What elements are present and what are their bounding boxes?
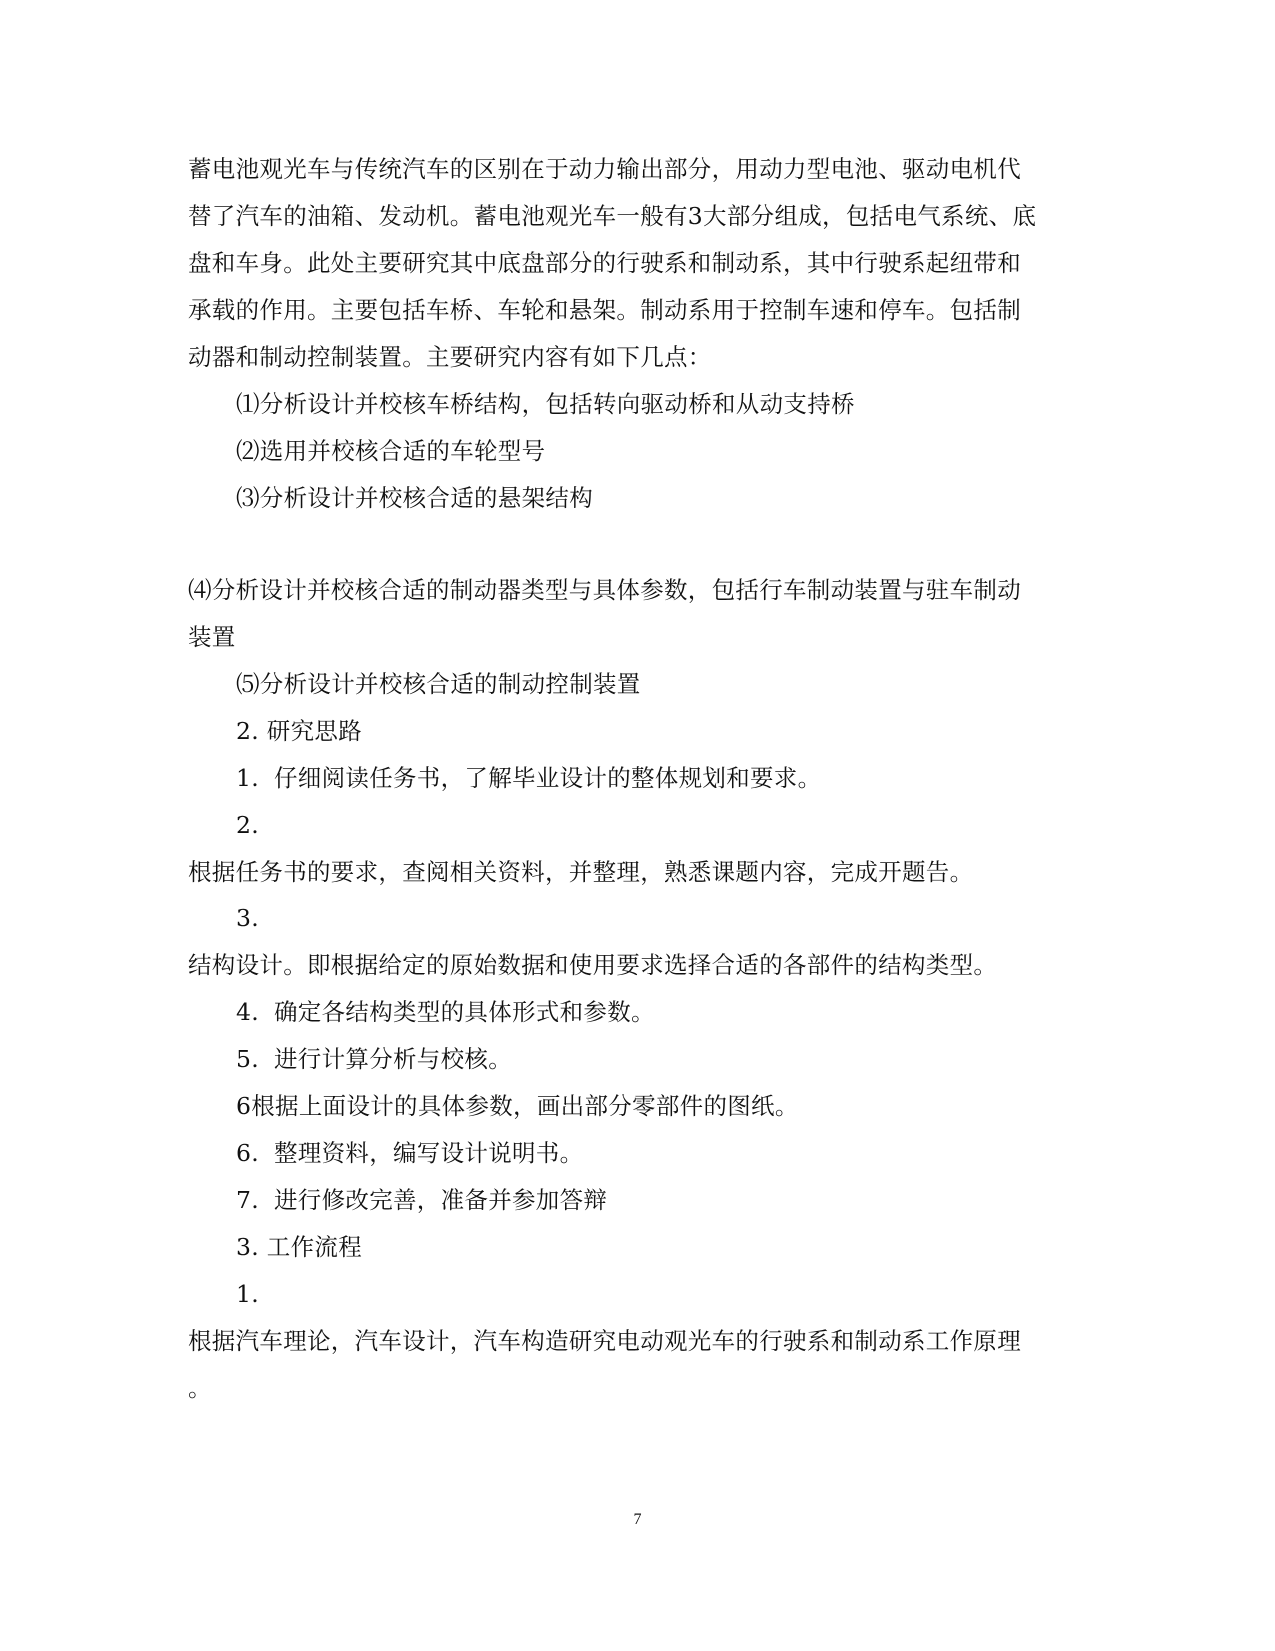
step-7 (236, 1185, 607, 1215)
step-6-number: 6. (236, 1139, 260, 1167)
research-item-5: ⑸分析设计并校核合适的制动控制装置 (236, 670, 641, 698)
flow-1-text: 根据汽车理论，汽车设计，汽车构造研究电动观光车的行驶系和制动系工作原理 (188, 1327, 1021, 1355)
intro-line-4: 承载的作用。主要包括车桥、车轮和悬架。制动系用于控制车速和停车。包括制 (188, 296, 1021, 324)
research-item-2: ⑵选用并校核合适的车轮型号 (236, 437, 546, 465)
research-item-4-line-1: ⑷分析设计并校核合适的制动器类型与具体参数，包括行车制动装置与驻车制动 (188, 576, 1021, 604)
step-7-text: 进行修改完善，准备并参加答辩 (274, 1186, 608, 1214)
research-item-3: ⑶分析设计并校核合适的悬架结构 (236, 484, 593, 512)
research-item-1: ⑴分析设计并校核车桥结构，包括转向驱动桥和从动支持桥 (236, 390, 855, 418)
step-2-number: 2. (236, 811, 260, 839)
step-3-number: 3. (236, 904, 260, 932)
intro-line-2: 替了汽车的油箱、发动机。蓄电池观光车一般有3大部分组成，包括电气系统、底 (188, 202, 1037, 230)
section-2-heading: 2. 研究思路 (236, 717, 362, 745)
step-7-number: 7. (236, 1186, 260, 1214)
step-1-number: 1. (236, 764, 260, 792)
step-5-number: 5. (236, 1045, 260, 1073)
step-1 (236, 763, 821, 793)
step-1-text: 仔细阅读任务书，了解毕业设计的整体规划和要求。 (274, 764, 822, 792)
flow-1-number: 1. (236, 1280, 260, 1308)
step-6 (236, 1138, 583, 1168)
step-4-number: 4. (236, 998, 260, 1026)
intro-line-5: 动器和制动控制装置。主要研究内容有如下几点： (188, 343, 712, 371)
step-3-text: 结构设计。即根据给定的原始数据和使用要求选择合适的各部件的结构类型。 (188, 951, 998, 979)
step-6-text: 整理资料，编写设计说明书。 (274, 1139, 584, 1167)
flow-1-tail: 。 (188, 1374, 212, 1402)
step-5-text: 进行计算分析与校核。 (274, 1045, 512, 1073)
intro-line-3: 盘和车身。此处主要研究其中底盘部分的行驶系和制动系，其中行驶系起纽带和 (188, 249, 1021, 277)
intro-line-1: 蓄电池观光车与传统汽车的区别在于动力输出部分，用动力型电池、驱动电机代 (188, 155, 1021, 183)
step-4 (236, 997, 655, 1027)
step-5 (236, 1044, 512, 1074)
research-item-4-line-2: 装置 (188, 623, 236, 651)
page-number: 7 (633, 1511, 642, 1528)
step-6-drawings: 6根据上面设计的具体参数，画出部分零部件的图纸。 (236, 1092, 799, 1120)
step-2-text: 根据任务书的要求，查阅相关资料，并整理，熟悉课题内容，完成开题告。 (188, 858, 974, 886)
step-4-text: 确定各结构类型的具体形式和参数。 (274, 998, 655, 1026)
section-3-heading: 3. 工作流程 (236, 1233, 362, 1261)
